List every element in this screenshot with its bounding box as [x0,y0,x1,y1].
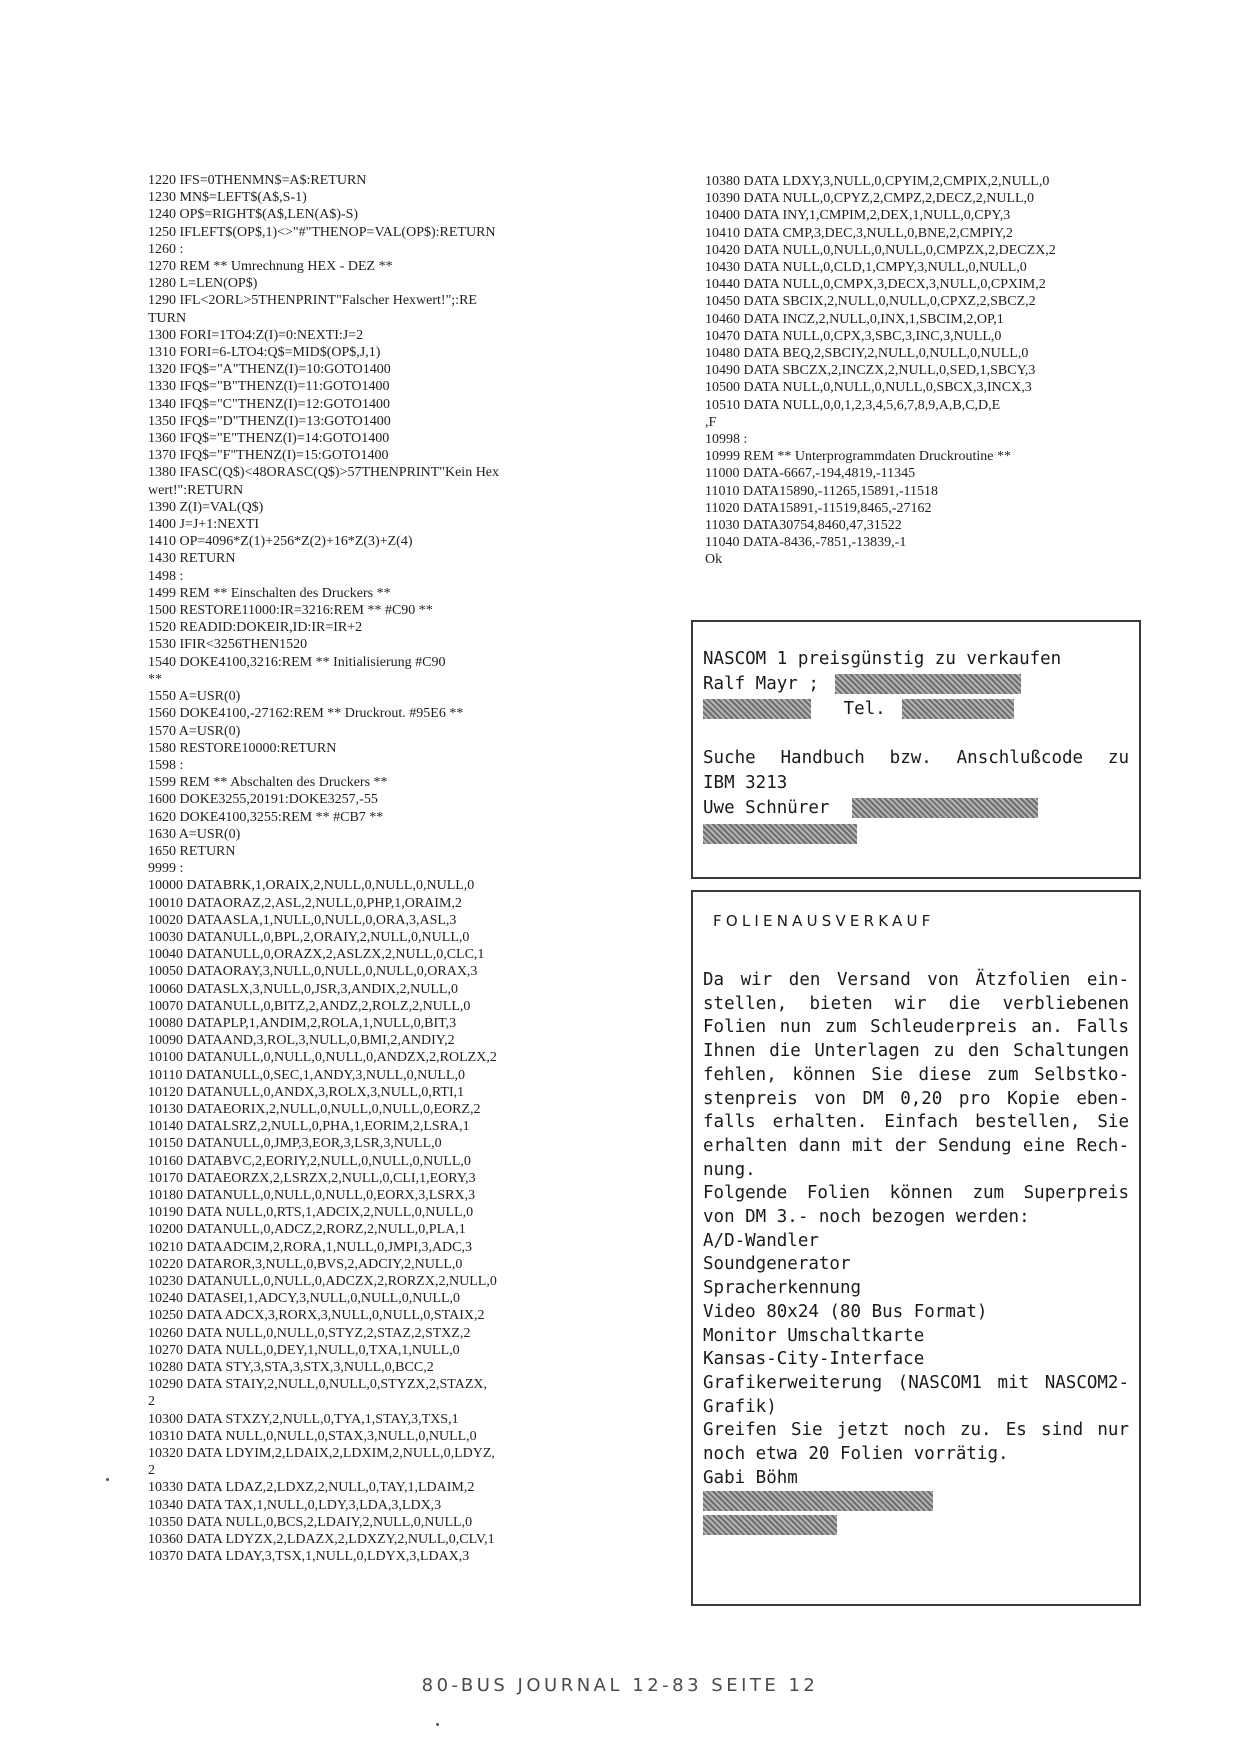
code-line: 1500 RESTORE11000:IR=3216:REM ** #C90 ** [148,603,433,619]
code-line: 1260 : [148,241,184,257]
ad-redacted-line [703,822,1129,846]
code-line: 1250 IFLEFT$(OP$,1)<>"#"THENOP=VAL(OP$):RETURN [148,224,496,240]
code-line: 1530 IFIR<3256THEN1520 [148,637,308,653]
code-line: 10430 DATA NULL,0,CLD,1,CMPY,3,NULL,0,NULL,0 [705,260,1027,276]
code-line: 10400 DATA INY,1,CMPIM,2,DEX,1,NULL,0,CPY,3 [705,208,1011,224]
buyer-name: Uwe Schnürer [703,798,830,818]
code-line: 10480 DATA BEQ,2,SBCIY,2,NULL,0,NULL,0,NULL,0 [705,346,1029,362]
code-line: wert!":RETURN [148,482,244,498]
code-line: 10200 DATANULL,0,ADCZ,2,RORZ,2,NULL,0,PLA,1 [148,1222,466,1238]
code-line: 10080 DATAPLP,1,ANDIM,2,ROLA,1,NULL,0,BIT,3 [148,1015,457,1031]
code-line: 10460 DATA INCZ,2,NULL,0,INX,1,SBCIM,2,OP,1 [705,311,1004,327]
print-speck [436,1723,439,1726]
code-line: 10030 DATANULL,0,BPL,2,ORAIY,2,NULL,0,NULL,0 [148,929,470,945]
code-line: 1340 IFQ$="C"THENZ(I)=12:GOTO1400 [148,396,390,412]
code-line: 1240 OP$=RIGHT$(A$,LEN(A$)-S) [148,207,359,223]
code-line: 10998 : [705,432,748,448]
code-line: 11010 DATA15890,-11265,15891,-11518 [705,483,938,499]
code-line: 10260 DATA NULL,0,NULL,0,STYZ,2,STAZ,2,STXZ,2 [148,1325,471,1341]
ad-text-line: stenpreis von DM 0,20 pro Kopie eben- [703,1088,1129,1109]
ad-text-line: Ihnen die Unterlagen zu den Schaltungen [703,1041,1129,1062]
code-line: 1220 IFS=0THENMN$=A$:RETURN [148,173,367,188]
code-line: 2 [148,1394,155,1410]
code-line: 1430 RETURN [148,551,236,567]
code-line: 10280 DATA STY,3,STA,3,STX,3,NULL,0,BCC,2 [148,1360,434,1376]
code-line: 1320 IFQ$="A"THENZ(I)=10:GOTO1400 [148,362,391,378]
code-line: 10060 DATASLX,3,NULL,0,JSR,3,ANDIX,2,NULL,0 [148,981,458,997]
code-line: 10110 DATANULL,0,SEC,1,ANDY,3,NULL,0,NULL,0 [148,1067,465,1083]
ad-contact-line [703,672,1129,696]
code-line: 10320 DATA LDYIM,2,LDAIX,2,LDXIM,2,NULL,0,LDYZ, [148,1446,495,1462]
code-line: 10170 DATAEORZX,2,LSRZX,2,NULL,0,CLI,1,EORY,3 [148,1170,476,1186]
code-line: 10230 DATANULL,0,NULL,0,ADCZX,2,RORZX,2,NULL,0 [148,1274,497,1289]
code-line: 11040 DATA-8436,-7851,-13839,-1 [705,535,907,551]
code-line: 1280 L=LEN(OP$) [148,276,258,292]
code-line: 10440 DATA NULL,0,CMPX,3,DECX,3,NULL,0,CPXIM,2 [705,277,1046,293]
code-line: 10270 DATA NULL,0,DEY,1,NULL,0,TXA,1,NULL,0 [148,1342,460,1358]
basic-listing-left [148,172,568,1565]
code-line: 10120 DATANULL,0,ANDX,3,ROLX,3,NULL,0,RTI,1 [148,1084,465,1100]
tel-label: Tel. [843,699,886,719]
code-line: 1370 IFQ$="F"THENZ(I)=15:GOTO1400 [148,448,389,464]
code-line: 1270 REM ** Umrechnung HEX - DEZ ** [148,259,393,275]
code-line: 1599 REM ** Abschalten des Druckers ** [148,775,388,791]
code-line: 10390 DATA NULL,0,CPYZ,2,CMPZ,2,DECZ,2,NULL,0 [705,191,1035,207]
code-line: 10340 DATA TAX,1,NULL,0,LDY,3,LDA,3,LDX,3 [148,1497,442,1513]
ad-text-line: noch etwa 20 Folien vorrätig. [703,1444,1009,1464]
code-line: 1580 RESTORE10000:RETURN [148,740,337,756]
ad-nascom-line: NASCOM 1 preisgünstig zu verkaufen [703,649,1062,669]
code-line: 1310 FORI=6-LTO4:Q$=MID$(OP$,J,1) [148,345,381,361]
redacted-address-block [835,674,1021,694]
redacted-address-block [703,1491,933,1511]
code-line: 1230 MN$=LEFT$(A$,S-1) [148,190,307,206]
redacted-phone-block [902,699,1014,719]
code-line: 10310 DATA NULL,0,NULL,0,STAX,3,NULL,0,NULL,0 [148,1428,477,1444]
code-line: 10100 DATANULL,0,NULL,0,NULL,0,ANDZX,2,ROLZX,2 [148,1050,497,1066]
code-line: 10360 DATA LDYZX,2,LDAZX,2,LDXZY,2,NULL,0,CLV,1 [148,1532,495,1548]
code-line: 10160 DATABVC,2,EORIY,2,NULL,0,NULL,0,NULL,0 [148,1153,471,1169]
code-line: 1499 REM ** Einschalten des Druckers ** [148,585,391,601]
code-line: 1570 A=USR(0) [148,723,241,739]
ad-text-line: falls erhalten. Einfach bestellen, Sie [703,1112,1129,1133]
ad-search-line: Suche Handbuch bzw. Anschlußcode zu [703,748,1129,768]
ad-ibm-line: IBM 3213 [703,773,788,793]
code-line: 10450 DATA SBCIX,2,NULL,0,NULL,0,CPXZ,2,SBCZ,2 [705,294,1036,310]
code-line: 10140 DATALSRZ,2,NULL,0,PHA,1,EORIM,2,LSRA,1 [148,1119,470,1135]
code-line: 1290 IFL<2ORL>5THENPRINT"Falscher Hexwert!";:RE [148,293,477,309]
code-line: 10500 DATA NULL,0,NULL,0,NULL,0,SBCX,3,INCX,3 [705,380,1032,396]
code-line: 1540 DOKE4100,3216:REM ** Initialisierung #C90 [148,654,446,670]
code-line: 10250 DATA ADCX,3,RORX,3,NULL,0,NULL,0,STAIX,2 [148,1308,485,1324]
ad-heading: FOLIENAUSVERKAUF [713,912,935,930]
redacted-address-block [852,798,1038,818]
code-line: 10510 DATA NULL,0,0,1,2,3,4,5,6,7,8,9,A,B,C,D,E [705,397,1001,413]
redacted-address-block [703,1515,837,1535]
code-line: 1380 IFASC(Q$)<48ORASC(Q$)>57THENPRINT"Kein Hex [148,465,500,481]
code-line: 10130 DATAEORIX,2,NULL,0,NULL,0,NULL,0,EORZ,2 [148,1101,481,1117]
code-line: 11020 DATA15891,-11519,8465,-27162 [705,500,932,516]
code-line: 11000 DATA-6667,-194,4819,-11345 [705,466,916,482]
code-line: 10240 DATASEI,1,ADCY,3,NULL,0,NULL,0,NULL,0 [148,1291,461,1307]
code-line: 10220 DATAROR,3,NULL,0,BVS,2,ADCIY,2,NULL,0 [148,1256,463,1272]
code-line: 1300 FORI=1TO4:Z(I)=0:NEXTI:J=2 [148,327,364,343]
ad-text-line: von DM 3.- noch bezogen werden: [703,1207,1030,1227]
basic-listing-right [705,173,1135,569]
code-line: 10470 DATA NULL,0,CPX,3,SBC,3,INC,3,NULL,0 [705,328,1002,344]
code-line: 1350 IFQ$="D"THENZ(I)=13:GOTO1400 [148,413,391,429]
foil-list-item: Grafikerweiterung (NASCOM1 mit NASCOM2- [703,1372,1129,1393]
code-line: 1650 RETURN [148,843,236,859]
folienausverkauf-box [691,890,1141,1606]
code-line: 10090 DATAAND,3,ROL,3,NULL,0,BMI,2,ANDIY,2 [148,1033,455,1049]
code-line: 2 [148,1463,155,1479]
page-footer: 80-BUS JOURNAL 12-83 SEITE 12 [421,1675,819,1696]
code-line: 1400 J=J+1:NEXTI [148,517,260,533]
ad-text-line: Folgende Folien können zum Superpreis [703,1183,1129,1204]
ad-text-line: erhalten dann mit der Sendung eine Rech- [703,1135,1129,1156]
foil-list-item: Monitor Umschaltkarte [703,1325,925,1346]
code-line: 10490 DATA SBCZX,2,INCZX,2,NULL,0,SED,1,SBCY,3 [705,363,1036,379]
ad-buyer-line [703,796,1129,820]
code-line: 10410 DATA CMP,3,DEC,3,NULL,0,BNE,2,CMPIY,2 [705,225,1013,241]
code-line: 10020 DATAASLA,1,NULL,0,NULL,0,ORA,3,ASL,3 [148,912,457,928]
print-speck [106,1478,109,1481]
foil-list-item: A/D-Wandler [703,1230,819,1251]
code-line: 10370 DATA LDAY,3,TSX,1,NULL,0,LDYX,3,LDAX,3 [148,1549,470,1565]
code-line: TURN [148,310,187,326]
code-line: 11030 DATA30754,8460,47,31522 [705,518,902,534]
code-line: 10350 DATA NULL,0,BCS,2,LDAIY,2,NULL,0,NULL,0 [148,1514,473,1530]
redacted-line [703,1489,1129,1513]
code-line: 10210 DATAADCIM,2,RORA,1,NULL,0,JMPI,3,ADC,3 [148,1239,473,1255]
code-line: 9999 : [148,861,184,877]
code-line: 10420 DATA NULL,0,NULL,0,NULL,0,CMPZX,2,DECZX,2 [705,242,1056,258]
redacted-address-block [703,699,811,719]
ad-text-line: nung. [703,1159,756,1180]
classified-ad-box [691,620,1141,879]
code-line: ,F [705,414,717,430]
foil-list-item: Kansas-City-Interface [703,1349,925,1370]
code-line: 10999 REM ** Unterprogrammdaten Druckroutine ** [705,449,1011,465]
redacted-line [703,1513,1129,1537]
code-line: 1330 IFQ$="B"THENZ(I)=11:GOTO1400 [148,379,390,395]
code-line: 10380 DATA LDXY,3,NULL,0,CPYIM,2,CMPIX,2,NULL,0 [705,174,1050,189]
ad-text-line: Folien nun zum Schleuderpreis an. Falls [703,1017,1129,1038]
code-line: 10150 DATANULL,0,JMP,3,EOR,3,LSR,3,NULL,0 [148,1136,442,1152]
code-line: 10190 DATA NULL,0,RTS,1,ADCIX,2,NULL,0,NULL,0 [148,1205,474,1221]
code-line: 10070 DATANULL,0,BITZ,2,ANDZ,2,ROLZ,2,NULL,0 [148,998,471,1014]
foil-list-item: Soundgenerator [703,1254,851,1275]
ad-phone-line [703,697,1129,721]
code-line: 10040 DATANULL,0,ORAZX,2,ASLZX,2,NULL,0,CLC,1 [148,947,485,963]
ad-signature: Gabi Böhm [703,1467,798,1488]
code-line: 10000 DATABRK,1,ORAIX,2,NULL,0,NULL,0,NULL,0 [148,878,475,894]
code-line: 10300 DATA STXZY,2,NULL,0,TYA,1,STAY,3,TXS,1 [148,1411,459,1427]
code-line: 10180 DATANULL,0,NULL,0,NULL,0,EORX,3,LSRX,3 [148,1187,476,1203]
code-line: 1390 Z(I)=VAL(Q$) [148,499,264,515]
code-line: 10010 DATAORAZ,2,ASL,2,NULL,0,PHP,1,ORAIM,2 [148,895,462,911]
code-line: 1410 OP=4096*Z(1)+256*Z(2)+16*Z(3)+Z(4) [148,534,413,550]
code-line: 1620 DOKE4100,3255:REM ** #CB7 ** [148,809,384,825]
code-line: 1550 A=USR(0) [148,689,241,705]
ad-text-line: stellen, bieten wir die verbliebenen [703,993,1129,1014]
code-line: 1520 READID:DOKEIR,ID:IR=IR+2 [148,620,363,636]
code-line: ** [148,671,162,687]
foil-list-item: Video 80x24 (80 Bus Format) [703,1301,988,1322]
code-line: 1360 IFQ$="E"THENZ(I)=14:GOTO1400 [148,431,390,447]
seller-name: Ralf Mayr ; [703,674,819,694]
code-line: 1600 DOKE3255,20191:DOKE3257,-55 [148,792,378,808]
code-line: 10290 DATA STAIY,2,NULL,0,NULL,0,STYZX,2,STAZX, [148,1377,487,1393]
code-line: 1560 DOKE4100,-27162:REM ** Druckrout. #95E6 ** [148,706,464,722]
ad-text-line: Da wir den Versand von Ätzfolien ein- [703,970,1129,990]
code-line: 1630 A=USR(0) [148,826,241,842]
code-line: 10330 DATA LDAZ,2,LDXZ,2,NULL,0,TAY,1,LDAIM,2 [148,1480,475,1496]
code-line: 1598 : [148,757,184,773]
code-line: 10050 DATAORAY,3,NULL,0,NULL,0,NULL,0,ORAX,3 [148,964,478,980]
code-line: Ok [705,552,723,568]
redacted-address-block [703,824,857,844]
foil-list-item: Spracherkennung [703,1278,862,1299]
code-line: 1498 : [148,568,184,584]
ad-text-line: Greifen Sie jetzt noch zu. Es sind nur [703,1420,1129,1441]
foil-list-item: Grafik) [703,1396,777,1417]
ad-text-line: fehlen, können Sie diese zum Selbstko- [703,1064,1129,1085]
